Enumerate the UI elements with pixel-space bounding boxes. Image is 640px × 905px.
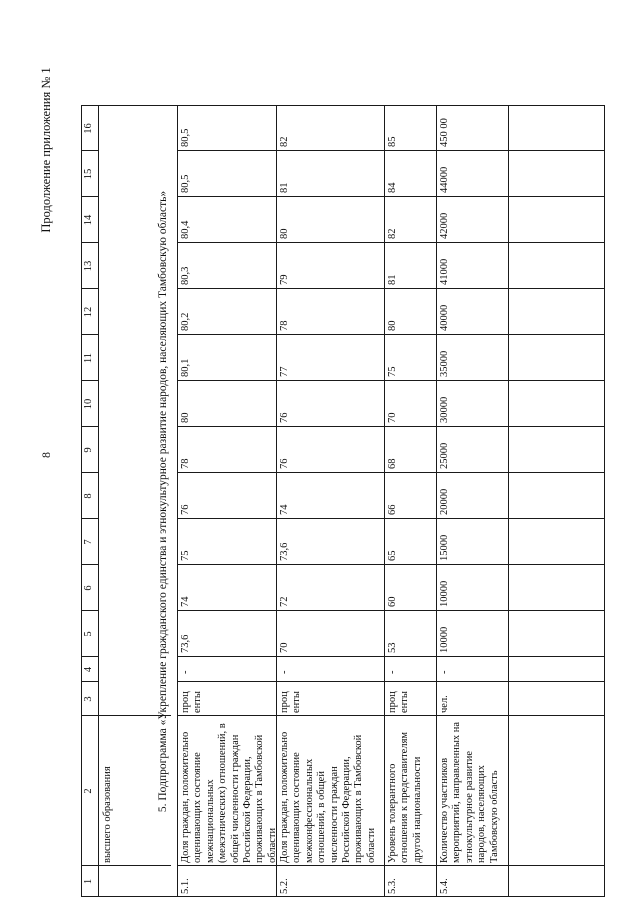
row-value: 74: [180, 596, 191, 607]
row-value: 80: [180, 412, 191, 423]
row-value: 81: [387, 274, 398, 285]
row-value: 80: [279, 228, 290, 239]
row-base-value: -: [439, 670, 450, 674]
row-indicator-name: Количество участников мероприятий, направленных на этнокультурное развитие народов, населяющих Тамбовскую область: [439, 721, 500, 863]
table-grid-line: [81, 105, 82, 897]
column-number: 8: [83, 493, 94, 499]
row-value: 44000: [439, 166, 450, 193]
column-number: 14: [83, 214, 94, 226]
column-number: 5: [83, 631, 94, 637]
row-id: 5.4.: [439, 878, 450, 894]
prev-row-text: высшего образования: [102, 766, 113, 863]
row-value: 73,6: [180, 634, 191, 653]
table-grid-line: [436, 105, 437, 897]
row-value: 82: [387, 228, 398, 239]
table-grid-line: [384, 105, 385, 897]
row-value: 41000: [439, 258, 450, 285]
row-unit: проц енты: [279, 691, 303, 713]
page-number: 8: [39, 452, 53, 458]
row-value: 70: [387, 412, 398, 423]
row-value: 76: [279, 412, 290, 423]
row-indicator-name: Уровень толерантного отношения к представителям другой национальности: [387, 731, 423, 863]
column-number: 10: [83, 398, 94, 410]
row-base-value: -: [387, 670, 398, 674]
row-value: 66: [387, 504, 398, 515]
column-number: 3: [83, 696, 94, 702]
row-value: 80,5: [180, 174, 191, 193]
row-value: 20000: [439, 488, 450, 515]
row-id: 5.3.: [387, 878, 398, 894]
row-value: 80: [387, 320, 398, 331]
row-value: 77: [279, 366, 290, 377]
column-number: 9: [83, 447, 94, 453]
row-value: 73,6: [279, 542, 290, 561]
row-id: 5.1.: [180, 878, 191, 894]
row-unit: чел.: [439, 695, 450, 713]
table-grid-line: [604, 105, 605, 897]
row-value: 84: [387, 182, 398, 193]
row-unit: проц енты: [387, 691, 411, 713]
row-value: 85: [387, 136, 398, 147]
row-id: 5.2.: [279, 878, 290, 894]
column-number: 11: [83, 352, 94, 364]
row-value: 80,5: [180, 128, 191, 147]
table-grid-line: [177, 105, 178, 897]
column-number: 4: [83, 666, 94, 673]
row-value: 53: [387, 642, 398, 653]
row-value: 80,2: [180, 312, 191, 331]
column-number: 13: [83, 260, 94, 272]
row-value: 72: [279, 596, 290, 607]
row-value: 80,4: [180, 220, 191, 239]
row-base-value: -: [180, 670, 191, 674]
row-value: 75: [387, 366, 398, 377]
row-value: 42000: [439, 212, 450, 239]
row-value: 15000: [439, 534, 450, 561]
row-value: 65: [387, 550, 398, 561]
row-value: 82: [279, 136, 290, 147]
continuation-label: Продолжение приложения № 1: [39, 67, 53, 233]
table-grid-line: [177, 865, 604, 866]
row-value: 10000: [439, 626, 450, 653]
row-value: 450 00: [439, 118, 450, 147]
row-base-value: -: [279, 670, 290, 674]
row-value: 78: [180, 458, 191, 469]
row-value: 78: [279, 320, 290, 331]
column-number: 16: [83, 123, 94, 134]
row-value: 10000: [439, 580, 450, 607]
column-number: 7: [83, 539, 94, 545]
row-value: 81: [279, 182, 290, 193]
row-value: 25000: [439, 442, 450, 469]
row-value: 30000: [439, 396, 450, 423]
row-value: 68: [387, 458, 398, 469]
row-value: 75: [180, 550, 191, 561]
table-grid-line: [177, 715, 604, 716]
row-value: 70: [279, 642, 290, 653]
column-number: 6: [83, 585, 94, 591]
row-value: 80,1: [180, 358, 191, 377]
section-title: 5. Подпрограмма «Укрепление гражданского единства и этнокультурное развитие народов, населяющих Тамбовскую область»: [157, 190, 169, 813]
table-grid-line: [98, 105, 99, 897]
table-grid-line: [276, 105, 277, 897]
row-value: 79: [279, 274, 290, 285]
table-grid-line: [177, 681, 604, 682]
row-unit: проц енты: [180, 691, 204, 713]
column-number: 15: [83, 168, 94, 180]
row-value: 74: [279, 504, 290, 515]
row-value: 40000: [439, 304, 450, 331]
row-indicator-name: Доля граждан, положительно оценивающих состояние межнациональных (межэтнических) отношений, в общей численности граждан Российской Федерации, проживающих в Тамбовской области: [180, 723, 278, 863]
row-value: 60: [387, 596, 398, 607]
row-value: 80,3: [180, 266, 191, 285]
column-number: 12: [83, 306, 94, 318]
table-grid-line: [81, 896, 605, 897]
table-grid-line: [508, 105, 509, 897]
row-value: 76: [279, 458, 290, 469]
row-indicator-name: Доля граждан, положительно оценивающих состояние межконфессиональных отношений, в общей численности граждан Российской Федерации, проживающих в Тамбовской области: [279, 731, 377, 863]
column-number: 1: [83, 878, 94, 885]
row-value: 35000: [439, 350, 450, 377]
row-value: 76: [180, 504, 191, 515]
column-number: 2: [83, 788, 94, 794]
